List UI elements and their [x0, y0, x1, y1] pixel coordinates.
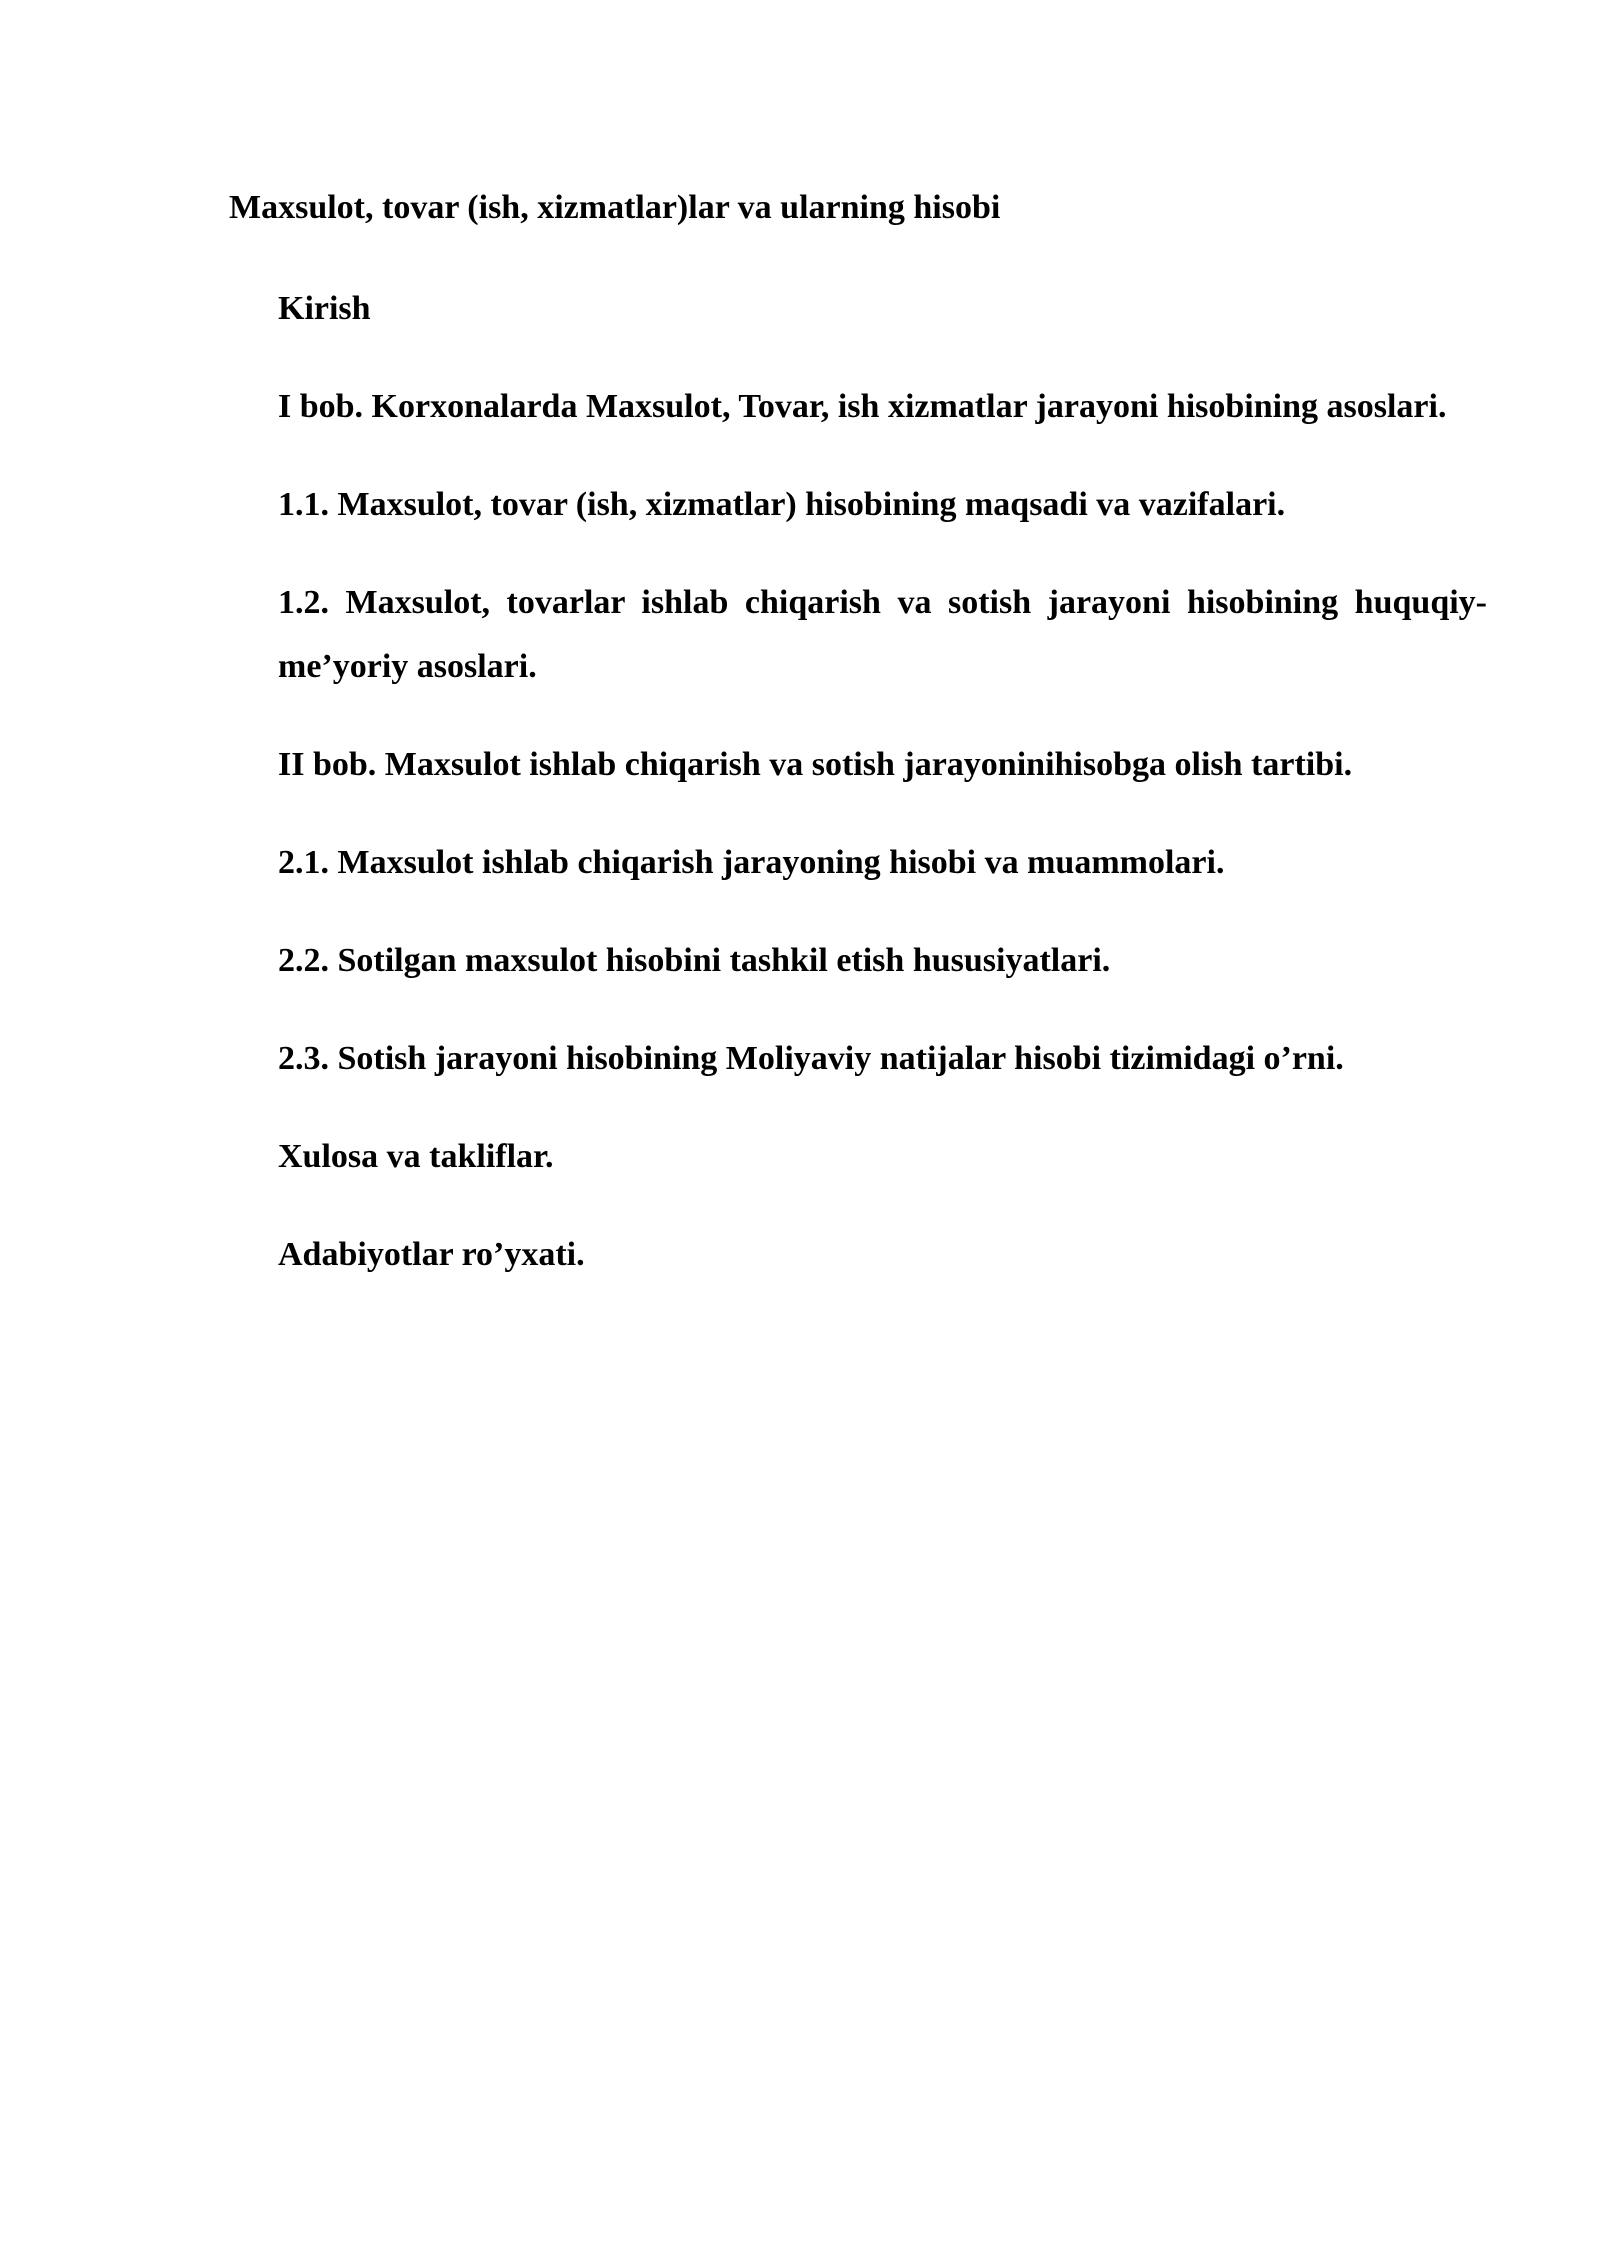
document-title: Maxsulot, tovar (ish, xizmatlar)lar va ularning hisobi	[229, 189, 1001, 226]
toc-item-introduction: Kirish	[278, 290, 371, 327]
toc-item-section-1-1: 1.1. Maxsulot, tovar (ish, xizmatlar) hisobining maqsadi va vazifalari.	[278, 486, 1286, 523]
toc-item-chapter-2: II bob. Maxsulot ishlab chiqarish va sotish jarayoninihisobga olish tartibi.	[278, 746, 1353, 783]
table-of-contents	[278, 277, 1487, 1321]
toc-item-conclusion: Xulosa va takliflar.	[278, 1138, 554, 1175]
toc-item-section-1-2: 1.2. Maxsulot, tovarlar ishlab chiqarish va sotish jarayoni hisobining huquqiy-me’yoriy asoslari.	[278, 584, 1487, 685]
toc-item-chapter-1: I bob. Korxonalarda Maxsulot, Tovar, ish xizmatlar jarayoni hisobining asoslari.	[278, 388, 1447, 425]
toc-item-bibliography: Adabiyotlar ro’yxati.	[278, 1236, 585, 1273]
toc-item-section-2-1: 2.1. Maxsulot ishlab chiqarish jarayoning hisobi va muammolari.	[278, 844, 1225, 881]
toc-item-section-2-2: 2.2. Sotilgan maxsulot hisobini tashkil etish hususiyatlari.	[278, 942, 1111, 979]
toc-item-section-2-3: 2.3. Sotish jarayoni hisobining Moliyaviy natijalar hisobi tizimidagi o’rni.	[278, 1040, 1344, 1077]
